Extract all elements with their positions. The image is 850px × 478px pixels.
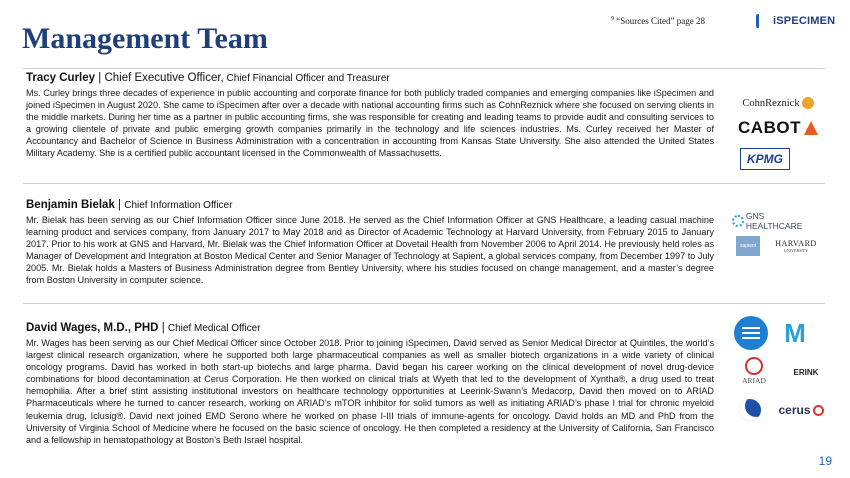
person-heading [26,198,714,213]
sapient-logo [736,236,760,256]
person-bio: Ms. Curley brings three decades of experience in public accounting and corporate finance for both publicly traded companies and emerging companies like iSpecimen and joined iSpecimen in August 2020. She came to iSpecimen after over a decade with national accounting firms such as CohnReznick where she focused on serving clients in the middle markets. During her time as a partner in public accounting firms, she was responsible for creating and leading teams to provide audit and consulting services to a growing clientele of private and public emerging growth companies primarily in the technology and life sciences industries. Ms. Curley received her Master of Accountancy and Bachelor of Science in Business Administration with a concentration in accounting from Kansas State University. She also attended the United States Military Academy. She is a certified public accountant licensed in the Commonwealth of Massachusetts. [26,88,714,159]
quintiles-logo-icon [734,316,768,350]
logo-group-wages [728,314,828,434]
person-role-extra: Chief Financial Officer and Treasurer [223,73,390,84]
divider [23,68,825,69]
heading-separator: | [95,72,105,84]
person-heading [26,321,714,336]
gns-healthcare-logo [732,211,822,231]
cohnreznick-logo [736,94,820,112]
harvard-logo [768,236,824,256]
ispecimen-logo-icon [756,14,771,28]
logo-group-curley [728,86,828,176]
brand-name: iSPECIMEN [773,15,836,27]
harvard-logo-subtext: UNIVERSITY [784,248,808,253]
footnote [611,16,705,26]
sapient-logo-text: sapient [739,243,757,249]
footnote-text: “Sources Cited” page 28 [614,16,705,26]
person-bio: Mr. Wages has been serving as our Chief Medical Officer since October 2018. Prior to joining iSpecimen, David served as Senior Medical Director at Quintiles, the world’s largest clinical research organization, where he supported both large pharmaceutical companies as well as smaller biotech organizations in a wide variety of clinical oncology programs. David has worked in both start-up biotechs and large pharma. David began his career working on the clinical development of novel drug-device combinations for blood decontamination at Cerus Corporation. He then worked on clinical trials at Wyeth that led to the development of Xyntha®, a drug used to treat hemophilia. After a brief stint assisting institutional investors on healthcare technology opportunities at Leerink-Swann’s Medacorp, David then moved on to ARIAD Pharmaceuticals where he turned to cancer research, working on ARIAD’s mTOR inhibitor for solid tumors as well as initiating ARIAD’s phase I trial for chronic myeloid leukemia drug, Iclusig®. David next joined EMD Serono where he worked on phase I-III trials of immune-agents for oncology. David holds an MD and PhD from the University of Virginia School of Medicine where he focused on the basic science of oncology. He then completed a residency at the University of California, San Francisco and a fellowship in hematopathology at Boston’s Beth Israel hospital. [26,338,714,445]
person-heading [26,71,714,86]
person-role: Chief Information Officer [124,200,233,211]
cerus-logo [776,398,826,422]
person-name: David Wages, M.D., PHD [26,322,159,334]
kpmg-logo [740,148,790,170]
cerus-logo-text: cerus [778,403,811,417]
person-name: Benjamin Bielak [26,199,115,211]
cohnreznick-mark-icon [802,97,814,109]
brand-logo [756,14,835,28]
person-section-wages [26,321,714,446]
ariad-sphere-icon [745,357,763,375]
person-role: Chief Executive Officer, [104,72,224,84]
person-section-bielak [26,198,714,287]
page-number: 19 [818,454,832,468]
emd-serono-logo-icon: M [784,317,806,348]
person-bio: Mr. Bielak has been serving as our Chief Information Officer since June 2018. He served as the Chief Information Officer at GNS Healthcare, a leading casual machine learning product and services company, from January 2017 to May 2018 and as Director of Academic Technology at Harvard University, from February 2015 to January 2017. Prior to his work at GNS and Harvard, Mr. Bielak was the Chief Information Officer at Dovetail Health from November 2006 to April 2014. He previously held roles as Manager of Development and Integration at Boston Medical Center and Senior Manager of Technology at Sapient, a global services company, from December 1997 to July 2005. Mr. Bielak holds a Masters of Business Administration degree from Bentley University, where his studies focused on change management, and a master’s degree from Boston University in computer science. [26,215,714,286]
leerink-logo-text: ERINK [793,367,819,377]
divider [23,183,825,184]
person-role: Chief Medical Officer [167,323,261,334]
person-name: Tracy Curley [26,72,96,84]
footnote-mark: 9 [611,16,614,22]
heading-separator: | [114,199,125,211]
cerus-mark-icon [813,405,824,416]
harvard-logo-text: HARVARD [775,239,817,248]
ariad-logo [734,354,774,388]
cabot-flame-icon [804,121,818,135]
cabot-logo [738,118,818,138]
cohnreznick-logo-text: CohnReznick [742,97,800,109]
page-title: Management Team [22,22,268,55]
gns-dots-icon [732,215,744,227]
logo-group-bielak [728,210,828,270]
divider [23,303,825,304]
leerink-logo [786,364,826,380]
person-section-curley [26,71,714,160]
cabot-logo-text: CABOT [738,118,801,137]
heading-separator: | [158,322,168,334]
kpmg-logo-text: KPMG [747,152,783,166]
gns-logo-text: GNS HEALTHCARE [745,211,803,231]
wyeth-logo-icon [734,396,766,424]
ariad-logo-text: ARIAD [742,376,766,385]
